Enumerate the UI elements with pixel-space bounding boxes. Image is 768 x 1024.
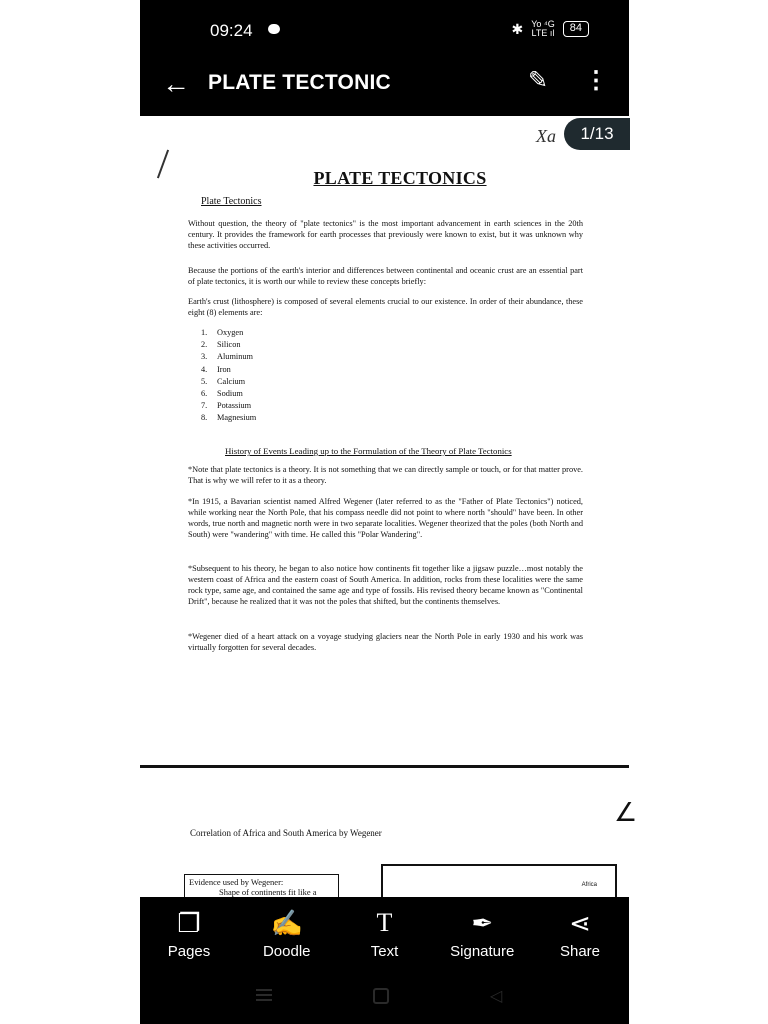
list-item: 2. Silicon xyxy=(201,340,241,350)
tab-label: Pages xyxy=(167,943,211,960)
paragraph-3: Earth's crust (lithosphere) is composed of several elements crucial to our existence. In order of their abundance, these eight (8) elements are: xyxy=(188,297,583,317)
paragraph-2: Because the portions of the earth's interior and differences between continental and oceanic crust are an essential part of plate tectonics, it is worth our while to review these concepts briefly: xyxy=(188,266,583,286)
app-toolbar xyxy=(140,62,629,116)
section-subtitle: Plate Tectonics xyxy=(201,196,262,207)
tab-doodle[interactable] xyxy=(257,897,317,967)
tab-label: Signature xyxy=(450,943,515,960)
recent-apps-icon[interactable] xyxy=(256,989,272,1001)
page-indicator: 1/13 xyxy=(564,118,630,150)
bottom-toolbar xyxy=(140,897,629,967)
pen-mark: ∠ xyxy=(614,798,638,827)
tab-share[interactable] xyxy=(550,897,610,967)
text-icon: T xyxy=(376,908,393,937)
document-viewer[interactable] xyxy=(140,116,638,897)
history-heading: History of Events Leading up to the Formulation of the Theory of Plate Tectonics xyxy=(225,446,512,456)
list-item: 8. Magnesium xyxy=(201,413,257,423)
chat-notification-icon xyxy=(268,24,280,34)
handwritten-mark: Xa xyxy=(536,126,556,146)
paragraph-4: *Note that plate tectonics is a theory. It is not something that we can directly sample or touch, or for that matter prove. That is why we will refer to it as a theory. xyxy=(188,465,583,485)
paragraph-1: Without question, the theory of "plate tectonics" is the most important advancement in earth sciences in the 20th century. It provides the framework for earth processes that previously were known to exist, but it was unknown why these activities occurred. xyxy=(188,219,583,250)
list-item: 6. Sodium xyxy=(201,389,243,399)
paragraph-7: *Wegener died of a heart attack on a voyage studying glaciers near the North Pole in early 1930 and his work was virtually forgotten for several decades. xyxy=(188,632,583,652)
arrow-left-icon[interactable]: ← xyxy=(162,68,190,99)
network-top: Yo ⁴G xyxy=(531,19,555,29)
tab-label: Share xyxy=(559,943,601,960)
list-item: 3. Aluminum xyxy=(201,352,253,362)
phone-screen xyxy=(140,0,638,1024)
network-indicator xyxy=(531,20,555,38)
list-item: 4. Iron xyxy=(201,364,231,374)
document-title: PLATE TECTONIC xyxy=(208,71,391,94)
page-heading: PLATE TECTONICS xyxy=(313,168,487,188)
tab-signature[interactable] xyxy=(437,897,527,967)
system-navigation-bar xyxy=(140,967,629,1024)
paragraph-6: *Subsequent to his theory, he began to also notice how continents fit together like a jigsaw puzzle…most notably the western coast of Africa and the eastern coast of South America. In addition, rocks from these localities were the same rock type, same age, and contained the same age and type of fossils. His revised theory became known as "Continental Drift", because he realized that it was not the poles that shifted, but the continents themselves. xyxy=(188,564,583,606)
doodle-icon: ✍ xyxy=(270,908,303,938)
evidence-item: Shape of continents fit like a xyxy=(219,887,317,897)
tab-label: Text xyxy=(370,943,399,960)
evidence-title: Evidence used by Wegener: xyxy=(189,877,284,887)
pencil-icon[interactable]: ✎ xyxy=(528,67,549,94)
pages-icon: ❐ xyxy=(177,908,201,938)
elements-list xyxy=(201,327,256,425)
list-item: 5. Calcium xyxy=(201,376,246,386)
network-bottom: LTE ıl xyxy=(531,28,555,38)
page2-caption: Correlation of Africa and South America by Wegener xyxy=(190,828,382,838)
bluetooth-icon: ✱ xyxy=(511,20,524,37)
document-page-2 xyxy=(140,768,638,908)
status-time: 09:24 xyxy=(210,21,253,40)
document-page-1 xyxy=(140,116,629,765)
tab-text[interactable] xyxy=(355,897,415,967)
home-icon[interactable] xyxy=(373,988,389,1004)
share-icon: ⋖ xyxy=(569,908,591,938)
tab-pages[interactable] xyxy=(159,897,219,967)
status-bar xyxy=(140,0,629,62)
status-icons xyxy=(511,20,589,38)
signature-icon: ✒ xyxy=(471,908,494,938)
list-item: 7. Potassium xyxy=(201,401,252,411)
map-label: Africa xyxy=(581,882,597,888)
more-vertical-icon[interactable]: ⋮ xyxy=(584,67,608,94)
tab-label: Doodle xyxy=(262,943,311,960)
battery-indicator: 84 xyxy=(563,21,589,37)
back-triangle-icon[interactable]: ◁ xyxy=(490,988,503,1005)
list-item: 1. Oxygen xyxy=(201,328,244,337)
paragraph-5: *In 1915, a Bavarian scientist named Alfred Wegener (later referred to as the "Father of Plate Tectonics") noticed, while working near the North Pole, that his compass needle did not point to where north "should" have been. In other words, true north and magnetic north were in two separate localities. Wegener theorized that the poles (both North and South) were "wandering" with time. He called this "Polar Wandering". xyxy=(188,497,583,539)
